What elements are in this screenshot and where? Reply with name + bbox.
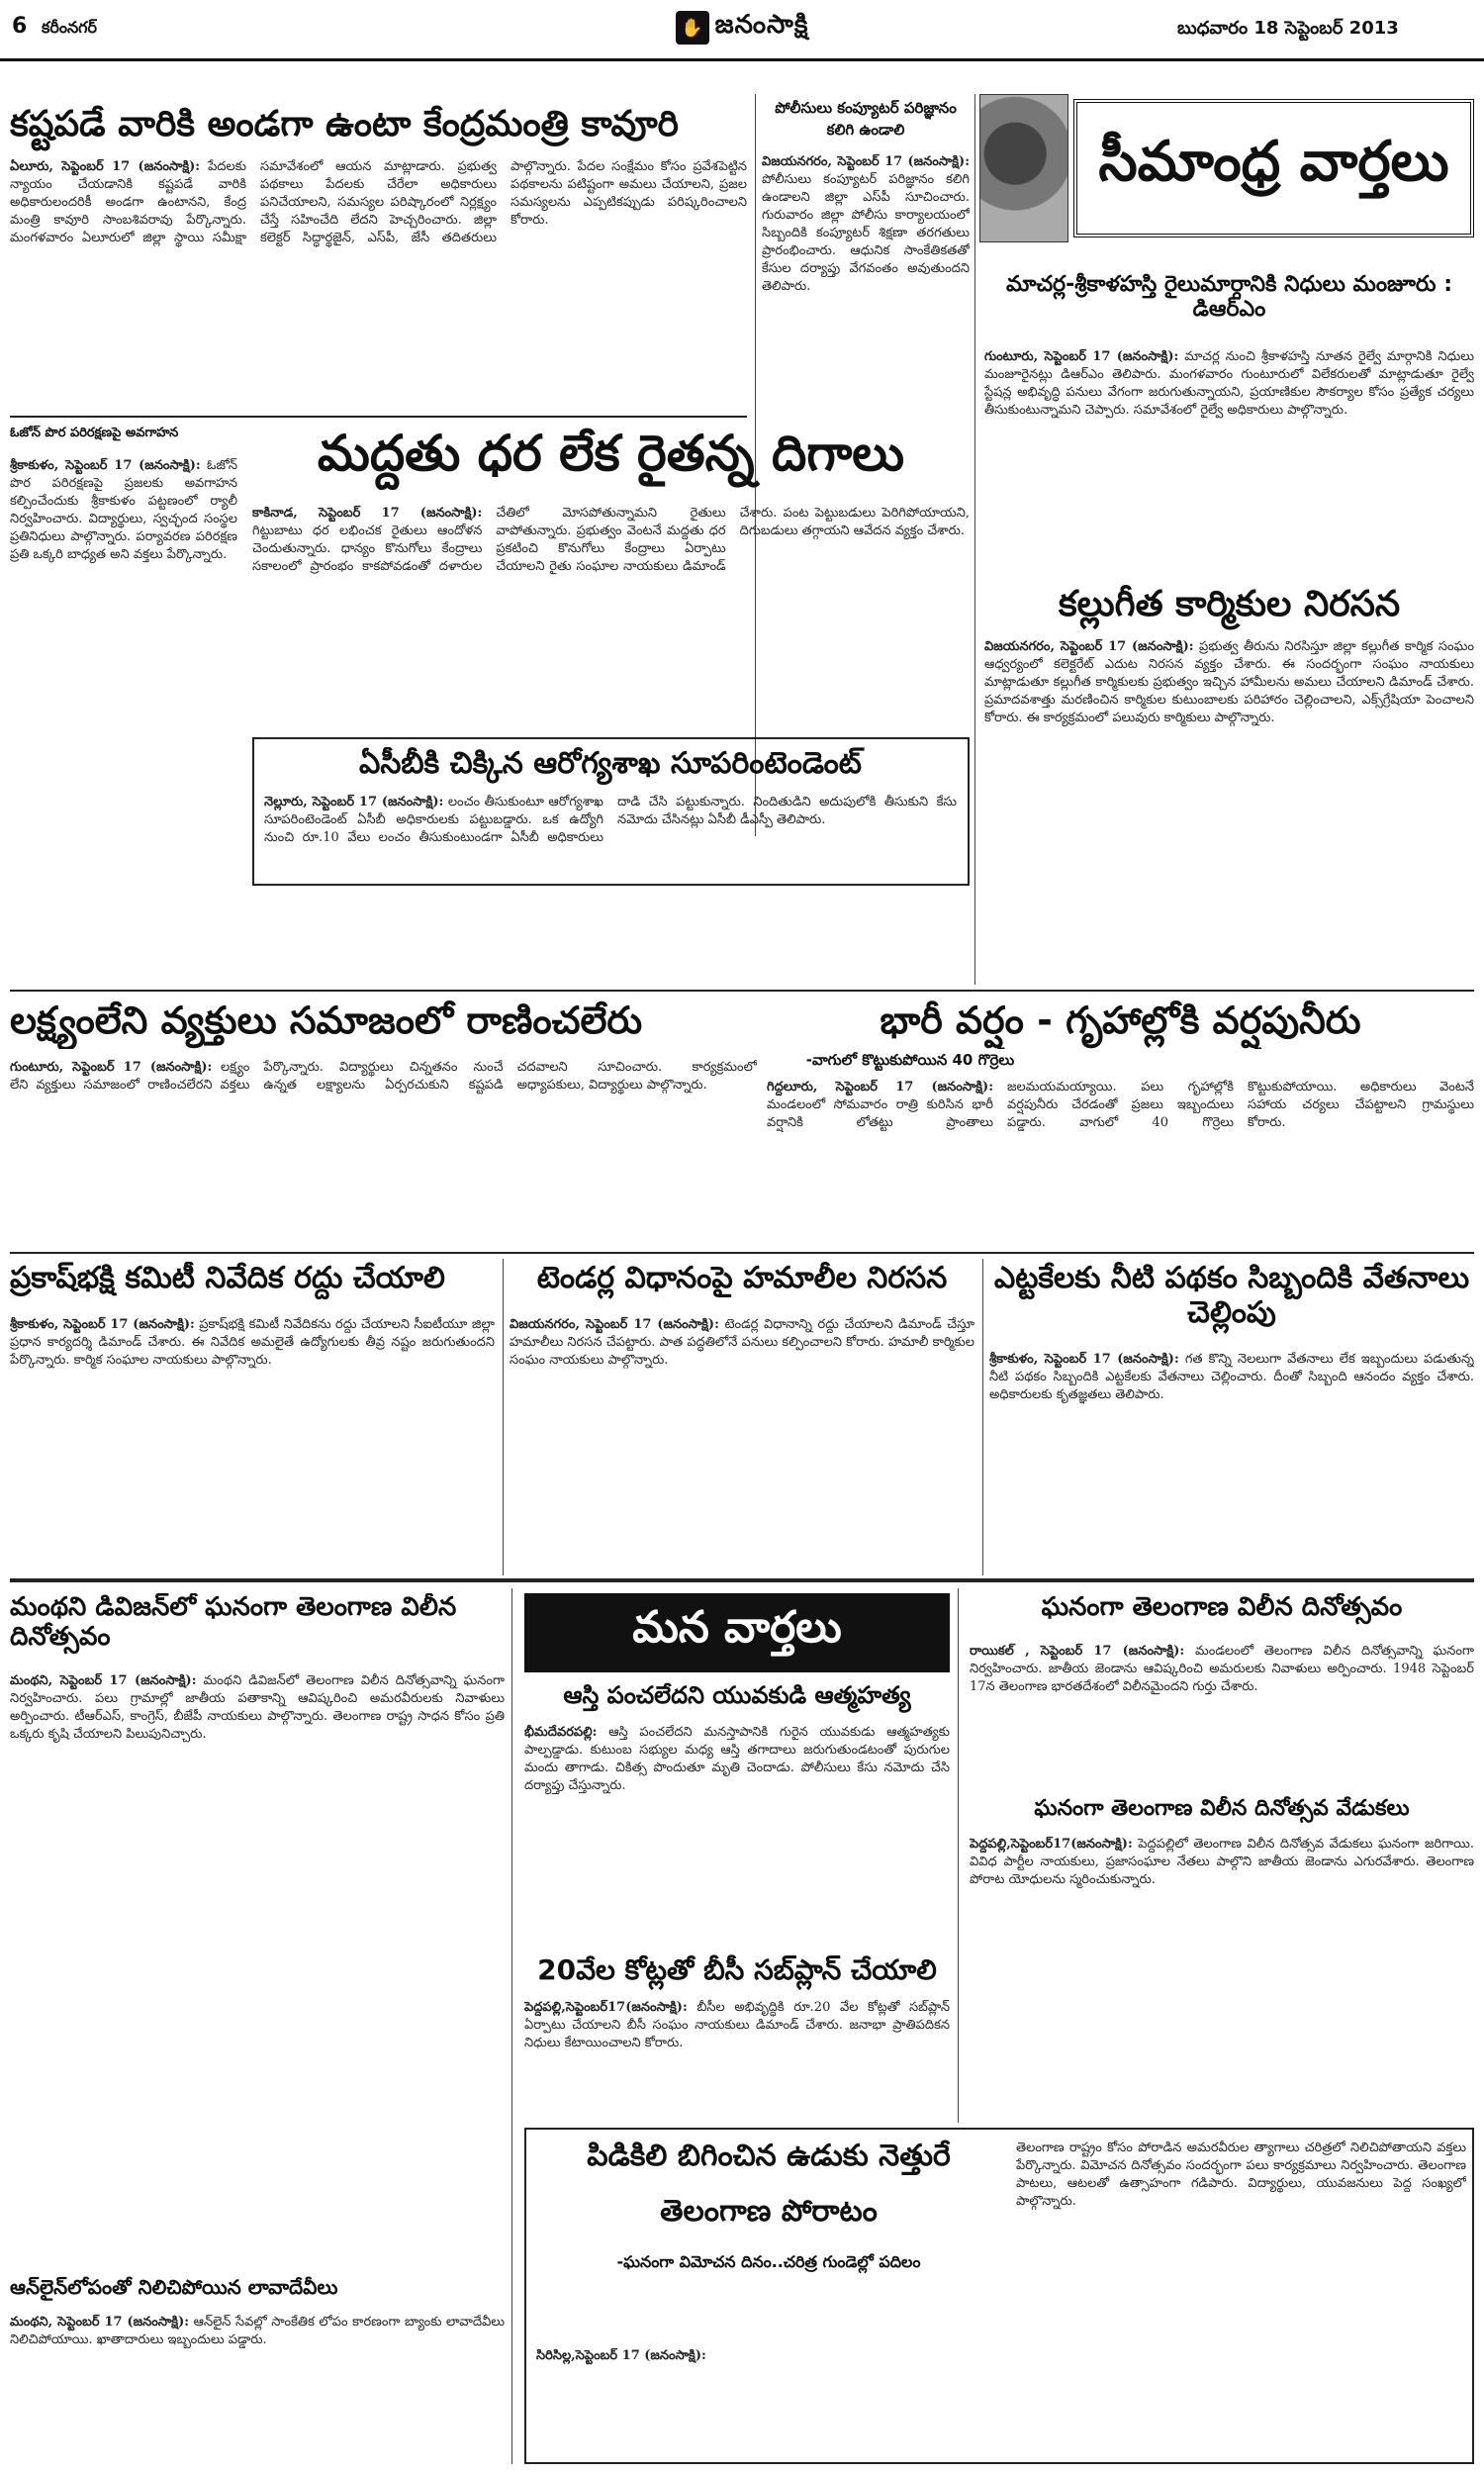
dateline-prakash: శ్రీకాకుళం, సెప్టెంబర్ 17 (జనంసాక్షి): [10,1317,195,1332]
divider [974,94,975,985]
dateline-suicide: భీమదేవరపల్లి: [524,1725,598,1740]
divider [10,416,747,418]
article-kavuri [10,158,747,396]
body-rain: మండలంలో సోమవారం రాత్రి కురిసిన భారీ వర్షానికి లోతట్టు ప్రాంతాలు జలమయమయ్యాయి. పలు గృహాల్లోకి వర్షపునీరు చేరడంతో ప్రజలు ఇబ్బందులు పడ్డారు. వాగులో 40 గొర్రెలు కొట్టుకుపోయాయి. అధికారులు వెంటనే సహాయ చర్యలు చేపట్టాలని గ్రామస్థులు కోరారు. [767,1080,1474,1130]
banner-mana-vartalu: మన వార్తలు [524,1593,950,1672]
dateline-subplan: పెద్దపల్లి,సెప్టెంబర్17(జనంసాక్షి): [524,2000,688,2015]
dateline-tender: విజయనగరం, సెప్టెంబర్ 17 (జనంసాక్షి): [510,1317,719,1332]
dateline-pidikili: సిరిసిల్ల,సెప్టెంబర్ 17 (జనంసాక్షి): [536,2348,706,2363]
body-waterworkers: గత కొన్ని నెలలుగా వేతనాలు లేక ఇబ్బందులు పడుతున్న నీటి పథకం సిబ్బందికి ఎట్టకేలకు వేతనాలు చెల్లించారు. దీంతో సిబ్బంది ఆనందం వ్యక్తం చేశారు. అధికారులకు కృతజ్ఞతలు తెలిపారు. [989,1352,1474,1402]
divider [958,1588,959,2123]
body-manthani: మంథని డివిజన్‌లో తెలంగాణ విలీన దినోత్సవాన్ని ఘనంగా నిర్వహించారు. పలు గ్రామాల్లో జాతీయ పతాకాన్ని ఆవిష్కరించి అమరవీరులకు నివాళులు అర్పించారు. టీఆర్‌ఎస్, కాంగ్రెస్, బీజేపీ నాయకులు పాల్గొన్నారు. తెలంగాణ రాష్ట్ర సాధన కోసం ప్రతి ఒక్కరు కృషి చేయాలని పిలుపునిచ్చారు. [10,1673,505,1742]
body-vilinam: మండలంలో తెలంగాణ విలీన దినోత్సవాన్ని ఘనంగా నిర్వహించారు. జాతీయ జెండాను ఆవిష్కరించి అమరులకు నివాళులు అర్పించారు. 1948 సెప్టెంబర్ 17న తెలంగాణ భారతదేశంలో విలీనమైందని గుర్తు చేశారు. [970,1644,1474,1694]
page-header [0,0,1484,61]
dateline-kallugeetha: విజయనగరం, సెప్టెంబర్ 17 (జనంసాక్షి): [984,639,1194,654]
body-online: ఆన్‌లైన్ సేవల్లో సాంకేతిక లోపం కారణంగా బ్యాంకు లావాదేవీలు నిలిచిపోయాయి. ఖాతాదారులు ఇబ్బందులు పడ్డారు. [10,2315,505,2347]
kicker-pidikili: -ఘనంగా విమోచన దినం..చరిత్ర గుండెల్లో పదిలం [616,2252,921,2271]
divider [10,1578,1474,1582]
article-tender [510,1316,974,1569]
dateline-society: గుంటూరు, సెప్టెంబర్ 17 (జనంసాక్షి): [10,1060,213,1075]
headline-society: లక్ష్యంలేని వ్యక్తులు సమాజంలో రాణించలేరు [10,999,643,1042]
pidikili-title-block [536,2140,1001,2337]
article-online [10,2314,505,2464]
article-acb [264,794,957,878]
masthead-logo-icon: ✋ [676,11,709,45]
dateline-railway: గుంటూరు, సెప్టెంబర్ 17 (జనంసాక్షి): [984,349,1179,364]
dateline-rain: గిద్దలూరు, సెప్టెంబర్ 17 (జనంసాక్షి): [767,1080,993,1094]
divider [10,1252,1474,1254]
masthead [643,8,841,48]
headline-rain: భారీ వర్షం - గృహాల్లోకి వర్షపునీరు [880,999,1361,1042]
dateline-farmers: కాకినాడ, సెప్టెంబర్ 17 (జనంసాక్షి): [252,506,483,521]
headline-ojas: ఓజోన్ పొర పరిరక్షణపై అవగాహన [10,426,179,440]
subhead-rain: -వాగులో కొట్టుకుపోయిన 40 గొర్రెలు [805,1051,1015,1069]
article-vilinam [970,1643,1474,1786]
box-pidikili [524,2128,1474,2464]
article-kallugeetha [984,638,1474,980]
article-manthani [10,1672,505,2266]
dateline-ojas: శ్రీకాకుళం, సెప్టెంబర్ 17 (జనంసాక్షి): [10,458,201,473]
dateline-online: మంథని, సెప్టెంబర్ 17 (జనంసాక్షి): [10,2315,190,2330]
headline-kallugeetha: కల్లుగీత కార్మికుల నిరసన [1058,584,1401,624]
article-railway [984,348,1474,576]
body-prakash: ప్రకాష్‌భక్షి కమిటీ నివేదికను రద్దు చేయాలని సీఐటీయూ జిల్లా ప్రధాన కార్యదర్శి డిమాండ్ చేశారు. ఈ నివేదిక అమలైతే ఉద్యోగులకు తీవ్ర నష్టం జరుగుతుందని పేర్కొన్నారు. కార్మిక సంఘాల నాయకులు పాల్గొన్నారు. [10,1317,495,1368]
article-society [10,1059,757,1237]
divider [10,990,1474,992]
article-waterworkers [989,1351,1474,1569]
article-prakash [10,1316,495,1569]
body-farmers: గిట్టుబాటు ధర లభించక రైతులు ఆందోళన చెందుతున్నారు. ధాన్యం కొనుగోలు కేంద్రాలు సకాలంలో ప్రారంభం కాకపోవడంతో దళారుల చేతిలో మోసపోతున్నామని రైతులు వాపోతున్నారు. ప్రభుత్వం వెంటనే మద్దతు ధర ప్రకటించి కొనుగోలు కేంద్రాలు ఏర్పాటు చేయాలని రైతు సంఘాల నాయకులు డిమాండ్ చేశారు. పంట పెట్టుబడులు పెరిగిపోయాయని, దిగుబడులు తగ్గాయని ఆవేదన వ్యక్తం చేశారు. [252,506,970,574]
body-subplan: బీసీల అభివృద్ధికి రూ.20 వేల కోట్లతో సబ్‌ప్లాన్ ఏర్పాటు చేయాలని బీసీ సంఘం నాయకులు డిమాండ్ చేశారు. జనాభా ప్రాతిపదికన నిధులు కేటాయించాలని కోరారు. [524,2000,950,2050]
body-railway: మాచర్ల నుంచి శ్రీకాళహస్తి నూతన రైల్వే మార్గానికి నిధులు మంజూరైనట్లు డిఆర్‌ఎం తెలిపారు. మంగళవారం గుంటూరులో విలేకరులతో మాట్లాడుతూ రైల్వే స్టేషన్ల అభివృద్ధి పనులు వేగంగా జరుగుతున్నాయని, ప్రయాణికుల సౌకర్యాల కోసం ప్రత్యేక చర్యలు తీసుకుంటున్నామని చెప్పారు. సమావేశంలో రైల్వే అధికారులు పాల్గొన్నారు. [984,349,1474,418]
article-vilinam-celebrations [970,1836,1474,2118]
headline-prakash: ప్రకాష్‌భక్షి కమిటీ నివేదిక రద్దు చేయాలి [10,1262,445,1295]
dateline-kavuri: ఏలూరు, సెప్టెంబర్ 17 (జనంసాక్షి): [10,159,201,174]
body-society: లక్ష్యం లేని వ్యక్తులు సమాజంలో రాణించలేరని వక్తలు పేర్కొన్నారు. విద్యార్థులు చిన్నతనం నుంచే ఉన్నత లక్ష్యాలను ఏర్పరచుకుని కష్టపడి చదవాలని సూచించారు. కార్యక్రమంలో అధ్యాపకులు, విద్యార్థులు పాల్గొన్నారు. [10,1060,757,1093]
banner-seemandhra: సీమాంధ్ర వార్తలు [1073,99,1474,238]
body-vilinam-celebrations: పెద్దపల్లిలో తెలంగాణ విలీన దినోత్సవ వేడుకలు ఘనంగా జరిగాయి. వివిధ పార్టీల నాయకులు, ప్రజాసంఘాల నేతలు పాల్గొని జాతీయ జెండాను ఎగురవేశారు. తెలంగాణ పోరాట యోధులను స్మరించుకున్నారు. [970,1837,1474,1887]
masthead-name: జనంసాక్షి [714,10,809,40]
headline-police: పోలీసులు కంప్యూటర్ పరిజ్ఞానం కలిగి ఉండాలి [775,99,957,139]
headline-vilinam-celebrations: ఘనంగా తెలంగాణ విలీన దినోత్సవ వేడుకలు [1034,1796,1410,1821]
article-rain [767,1079,1474,1242]
headline-railway: మాచర్ల-శ్రీకాళహస్తి రైలుమార్గానికి నిధులు మంజూరు : డిఆర్‌ఎం [1005,272,1452,323]
divider [982,1259,983,1575]
article-suicide [524,1724,950,1942]
dateline-vilinam: రాయికల్ , సెప్టెంబర్ 17 (జనంసాక్షి): [970,1644,1185,1659]
headline-tender: టెండర్ల విధానంపై హమాలీల నిరసన [536,1262,948,1295]
divider [503,1259,504,1575]
body-acb: లంచం తీసుకుంటూ ఆరోగ్యశాఖ సూపరింటెండెంట్ ఏసీబీ అధికారులకు పట్టుబడ్డారు. ఒక ఉద్యోగి నుంచి రూ.10 వేలు లంచం తీసుకుంటుండగా ఏసీబీ అధికారులు దాడి చేసి పట్టుకున్నారు. నిందితుడిని అదుపులోకి తీసుకుని కేసు నమోదు చేసినట్లు ఏసీబీ డీఎస్పీ తెలిపారు. [264,795,957,845]
subhead-pidikili: తెలంగాణ పోరాటం [660,2194,878,2229]
headline-subplan: 20వేల కోట్లతో బీసీ సబ్‌ప్లాన్ చేయాలి [537,1954,937,1986]
dateline-vilinam-celebrations: పెద్దపల్లి,సెప్టెంబర్17(జనంసాక్షి): [970,1837,1133,1852]
page-date: బుధవారం 18 సెప్టెంబర్ 2013 [1177,18,1399,39]
body-kavuri: పేదలకు న్యాయం చేయడానికి కష్టపడే వారికి అధికారులందరికీ అండగా ఉంటానని, కేంద్ర మంత్రి కావూరి సాంబశివరావు పేర్కొన్నారు. మంగళవారం ఏలూరులో జిల్లా స్థాయి సమీక్షా సమావేశంలో ఆయన మాట్లాడారు. ప్రభుత్వ పథకాలు పేదలకు చేరేలా అధికారులు పనిచేయాలని, సమస్యల పరిష్కారంలో నిర్లక్ష్యం చేస్తే సహించేది లేదని హెచ్చరించారు. జిల్లా కలెక్టర్ సిద్ధార్థజైన్, ఎస్‌పీ, జేసీ తదితరులు పాల్గొన్నారు. పేదల సంక్షేమం కోసం ప్రవేశపెట్టిన పథకాలను పటిష్టంగా అమలు చేయాలని, ప్రజల సమస్యలను ఎప్పటికప్పుడు పరిష్కరించాలని కోరారు. [10,159,747,245]
headline-kavuri: కష్టపడే వారికి అండగా ఉంటా కేంద్రమంత్రి కావూరి [10,104,679,144]
box-acb [252,737,970,886]
body-police: పోలీసులు కంప్యూటర్ పరిజ్ఞానం కలిగి ఉండాలని జిల్లా ఎస్‌పీ సూచించారు. గురువారం జిల్లా పోలీసు కార్యాలయంలో సిబ్బందికి కంప్యూటర్ శిక్షణా తరగతులు ప్రారంభించారు. ఆధునిక సాంకేతికతతో కేసుల దర్యాప్తు వేగవంతం అవుతుందని తెలిపారు. [762,172,970,294]
dateline-waterworkers: శ్రీకాకుళం, సెప్టెంబర్ 17 (జనంసాక్షి): [989,1352,1179,1367]
body-tender: టెండర్ల విధానాన్ని రద్దు చేయాలని డిమాండ్ చేస్తూ హమాలీలు నిరసన చేపట్టారు. పాత పద్ధతిలోనే పనులు కల్పించాలని కోరారు. హమాలీ కార్మికుల సంఘం నాయకులు పాల్గొన్నారు. [510,1317,974,1368]
article-pidikili-part1 [536,2347,1001,2456]
body-ojas: ఓజోన్ పొర పరిరక్షణపై ప్రజలకు అవగాహన కల్పించేందుకు శ్రీకాకుళం పట్టణంలో ర్యాలీ నిర్వహించారు. విద్యార్థులు, స్వచ్ఛంద సంస్థల ప్రతినిధులు పాల్గొన్నారు. పర్యావరణ పరిరక్షణ ప్రతి ఒక్కరి బాధ్యత అని వక్తలు పేర్కొన్నారు. [10,458,237,562]
headline-pidikili: పిడికిలి బిగించిన ఉడుకు నెత్తురే [587,2140,951,2173]
article-farmers [252,505,970,732]
dateline-police: విజయనగరం, సెప్టెంబర్ 17 (జనంసాక్షి): [762,154,970,169]
article-pidikili [1016,2140,1466,2456]
andhra-map-icon [979,94,1068,242]
headline-waterworkers: ఎట్టకేలకు నీటి పథకం సిబ్బందికి వేతనాలు చెల్లింపు [993,1262,1470,1330]
headline-acb: ఏసీబీకి చిక్కిన ఆరోగ్యశాఖ సూపరింటెండెంట్ [359,747,862,781]
dateline-acb: నెల్లూరు, సెప్టెంబర్ 17 (జనంసాక్షి): [264,795,444,809]
body-suicide: ఆస్తి పంచలేదని మనస్తాపానికి గురైన యువకుడు ఆత్మహత్యకు పాల్పడ్డాడు. కుటుంబ సభ్యుల మధ్య ఆస్తి తగాదాలు జరుగుతుండటంతో పురుగుల మందు తాగాడు. చికిత్స పొందుతూ మృతి చెందాడు. పోలీసులు కేసు నమోదు చేసి దర్యాప్తు చేస్తున్నారు. [524,1725,950,1793]
headline-vilinam: ఘనంగా తెలంగాణ విలీన దినోత్సవం [1041,1593,1403,1622]
article-ojas [10,457,237,873]
body-pidikili: తెలంగాణ రాష్ట్రం కోసం పోరాడిన అమరవీరుల త్యాగాలు చరిత్రలో నిలిచిపోతాయని వక్తలు పేర్కొన్నారు. విమోచన దినోత్సవం సందర్భంగా పలు కార్యక్రమాలు నిర్వహించారు. తెలంగాణ పాటలు, ఆటలతో ఉత్సాహంగా గడిపారు. విద్యార్థులు, యువజనులు పెద్ద సంఖ్యలో పాల్గొన్నారు. [1016,2141,1466,2209]
dateline-manthani: మంథని, సెప్టెంబర్ 17 (జనంసాక్షి): [10,1673,197,1688]
body-kallugeetha: ప్రభుత్వ తీరును నిరసిస్తూ జిల్లా కల్లుగీత కార్మిక సంఘం ఆధ్వర్యంలో కలెక్టరేట్ ఎదుట నిరసన వ్యక్తం చేశారు. ఈ సందర్భంగా సంఘం నాయకులు మాట్లాడుతూ కల్లుగీత కార్మికులకు ప్రభుత్వం ఇచ్చిన హామీలను అమలు చేయాలని డిమాండ్ చేశారు. ప్రమాదవశాత్తు మరణించిన కార్మికుల కుటుంబాలకు పరిహారం చెల్లించాలని, ఎక్స్‌గ్రేషియా పెంచాలని కోరారు. ఈ కార్యక్రమంలో పలువురు కార్మికులు పాల్గొన్నారు. [984,639,1474,725]
divider [511,1588,512,2464]
page-number: 6 [12,14,28,39]
article-subplan [524,1999,950,2118]
headline-online: ఆన్‌లైన్‌లోపంతో నిలిచిపోయిన లావాదేవీలు [10,2276,338,2299]
headline-manthani: మంథని డివిజన్‌లో ఘనంగా తెలంగాణ విలీన దినోత్సవం [10,1593,457,1652]
headline-suicide: ఆస్తి పంచలేదని యువకుడి ఆత్మహత్య [563,1682,911,1709]
page-section: కరీంనగర్ [42,18,98,37]
headline-farmers: మద్దతు ధర లేక రైతన్న దిగాలు [317,426,905,482]
